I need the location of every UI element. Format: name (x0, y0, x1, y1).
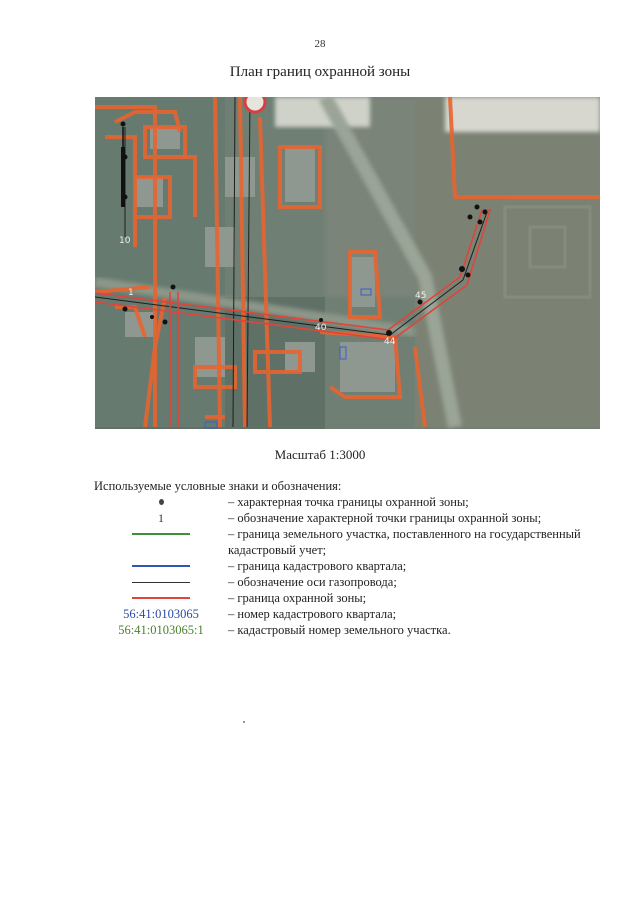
legend-desc: – граница охранной зоны; (228, 591, 367, 605)
legend-desc: – граница кадастрового квартала; (228, 559, 407, 573)
legend-row (94, 510, 614, 526)
legend-row (94, 622, 614, 638)
map-scale: Масштаб 1:3000 (274, 447, 366, 462)
satellite-map (95, 97, 600, 429)
legend-heading: Используемые условные знаки и обозначения: (94, 479, 342, 493)
legend (94, 494, 614, 638)
page-title: План границ охранной зоны (229, 64, 411, 80)
legend-desc: – номер кадастрового квартала; (228, 607, 397, 621)
cadastral-parcel-number: 56:41:0103065:1 (118, 623, 204, 637)
legend-desc: – граница земельного участка, поставленного на государственный кадастровый учет; (228, 527, 581, 557)
map-point-label: 44 (384, 337, 396, 347)
map-point-label: 10 (119, 236, 131, 246)
scan-speck (243, 721, 245, 723)
legend-row (94, 526, 614, 558)
legend-row (94, 574, 614, 590)
cadastral-quarter-number: 56:41:0103065 (123, 607, 199, 621)
legend-desc: – кадастровый номер земельного участка. (228, 623, 451, 637)
map-point-label: 45 (415, 291, 427, 301)
legend-row (94, 494, 614, 510)
legend-desc: – характерная точка границы охранной зоны; (228, 495, 469, 509)
legend-row (94, 606, 614, 622)
legend-desc: – обозначение характерной точки границы охранной зоны; (228, 511, 542, 525)
blue-line-icon (132, 565, 190, 567)
point-number-symbol: 1 (158, 511, 164, 525)
black-line-icon (132, 582, 190, 583)
map-image (95, 97, 600, 429)
red-line-icon (132, 597, 190, 599)
map-point-label: 40 (315, 323, 327, 333)
legend-row (94, 590, 614, 606)
legend-row (94, 558, 614, 574)
green-line-icon (132, 533, 190, 535)
point-symbol-icon (159, 499, 164, 505)
map-point-label: 1 (128, 288, 134, 298)
legend-desc: – обозначение оси газопровода; (228, 575, 397, 589)
page-number: 28 (314, 38, 326, 50)
